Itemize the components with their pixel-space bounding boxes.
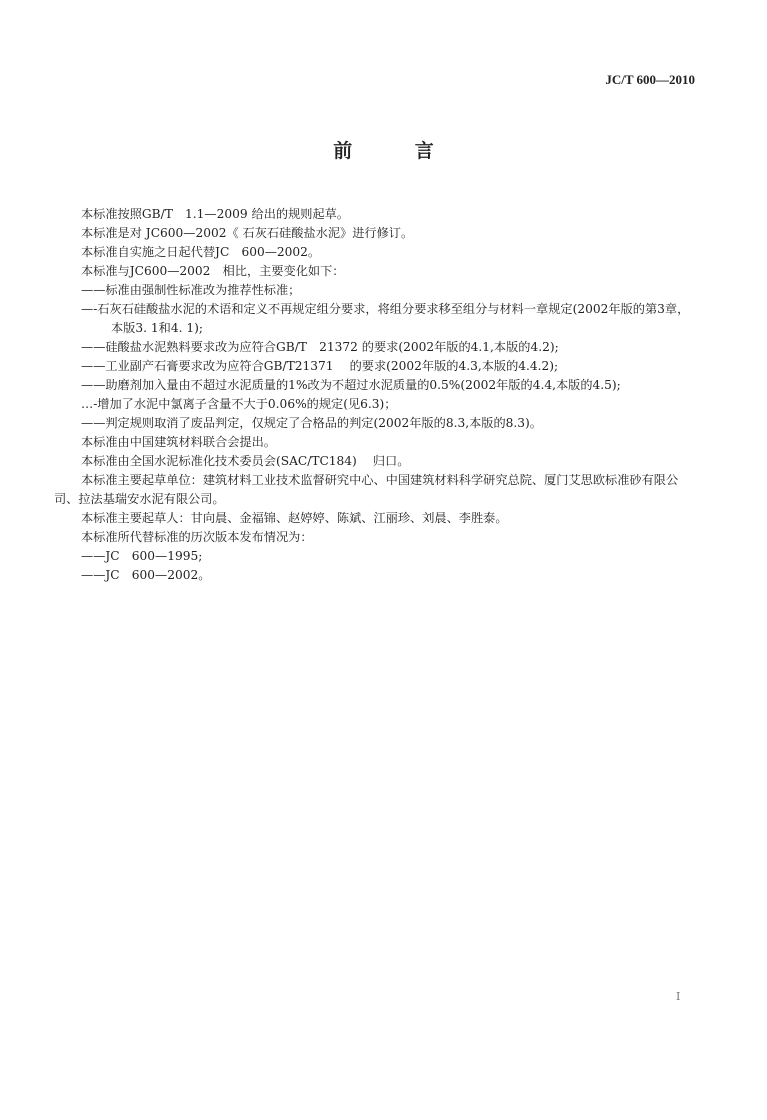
history-item: ——JC 600—1995; [81,549,203,563]
history-item: ——JC 600—2002。 [81,568,211,582]
paragraph-drafting-rule: 本标准按照GB/T 1.1—2009 给出的规则起草。 [81,207,350,221]
change-item: …-增加了水泥中氯离子含量不大于0.06%的规定(见6.3)； [81,397,397,411]
change-item: —-石灰石硅酸盐水泥的术语和定义不再规定组分要求，将组分要求移至组分与材料一章规定(2002年版的第3章，本版3. 1和4. 1); [81,302,690,335]
paragraph-drafters: 本标准主要起草人：甘向晨、金福锦、赵婷婷、陈斌、江丽珍、刘晨、李胜泰。 [81,511,508,525]
paragraph-committee: 本标准由全国水泥标准化技术委员会(SAC/TC184) 归口。 [81,454,410,468]
change-item: ——标准由强制性标准改为推荐性标准； [81,283,301,297]
change-item: ——判定规则取消了废品判定，仅规定了合格品的判定(2002年版的8.3,本版的8.3)。 [81,416,542,430]
paragraph-history-intro: 本标准所代替标准的历次版本发布情况为： [81,530,313,544]
change-item: ——硅酸盐水泥熟料要求改为应符合GB/T 21372 的要求(2002年版的4.1,本版的4.2); [81,340,559,354]
foreword-body [54,205,698,585]
paragraph-revision-basis: 本标准是对 JC600—2002《 石灰石硅酸盐水泥》进行修订。 [81,226,414,240]
page-number-mark: I [676,990,681,1003]
paragraph-proposer: 本标准由中国建筑材料联合会提出。 [81,435,276,449]
document-code-header: JC/T 600—2010 [605,72,695,87]
page-title: 前 言 [333,140,462,162]
change-item: ——工业副产石膏要求改为应符合GB/T21371 的要求(2002年版的4.3,本版的4.4.2); [81,359,559,373]
paragraph-replaces: 本标准自实施之日起代替JC 600—2002。 [81,245,321,259]
paragraph-changes-intro: 本标准与JC600—2002 相比，主要变化如下： [81,264,345,278]
paragraph-drafting-units: 本标准主要起草单位：建筑材料工业技术监督研究中心、中国建筑材料科学研究总院、厦门艾思欧标准砂有限公司、拉法基瑞安水泥有限公司。 [54,473,679,506]
change-item: ——助磨剂加入量由不超过水泥质量的1%改为不超过水泥质量的0.5%(2002年版的4.4,本版的4.5); [81,378,621,392]
